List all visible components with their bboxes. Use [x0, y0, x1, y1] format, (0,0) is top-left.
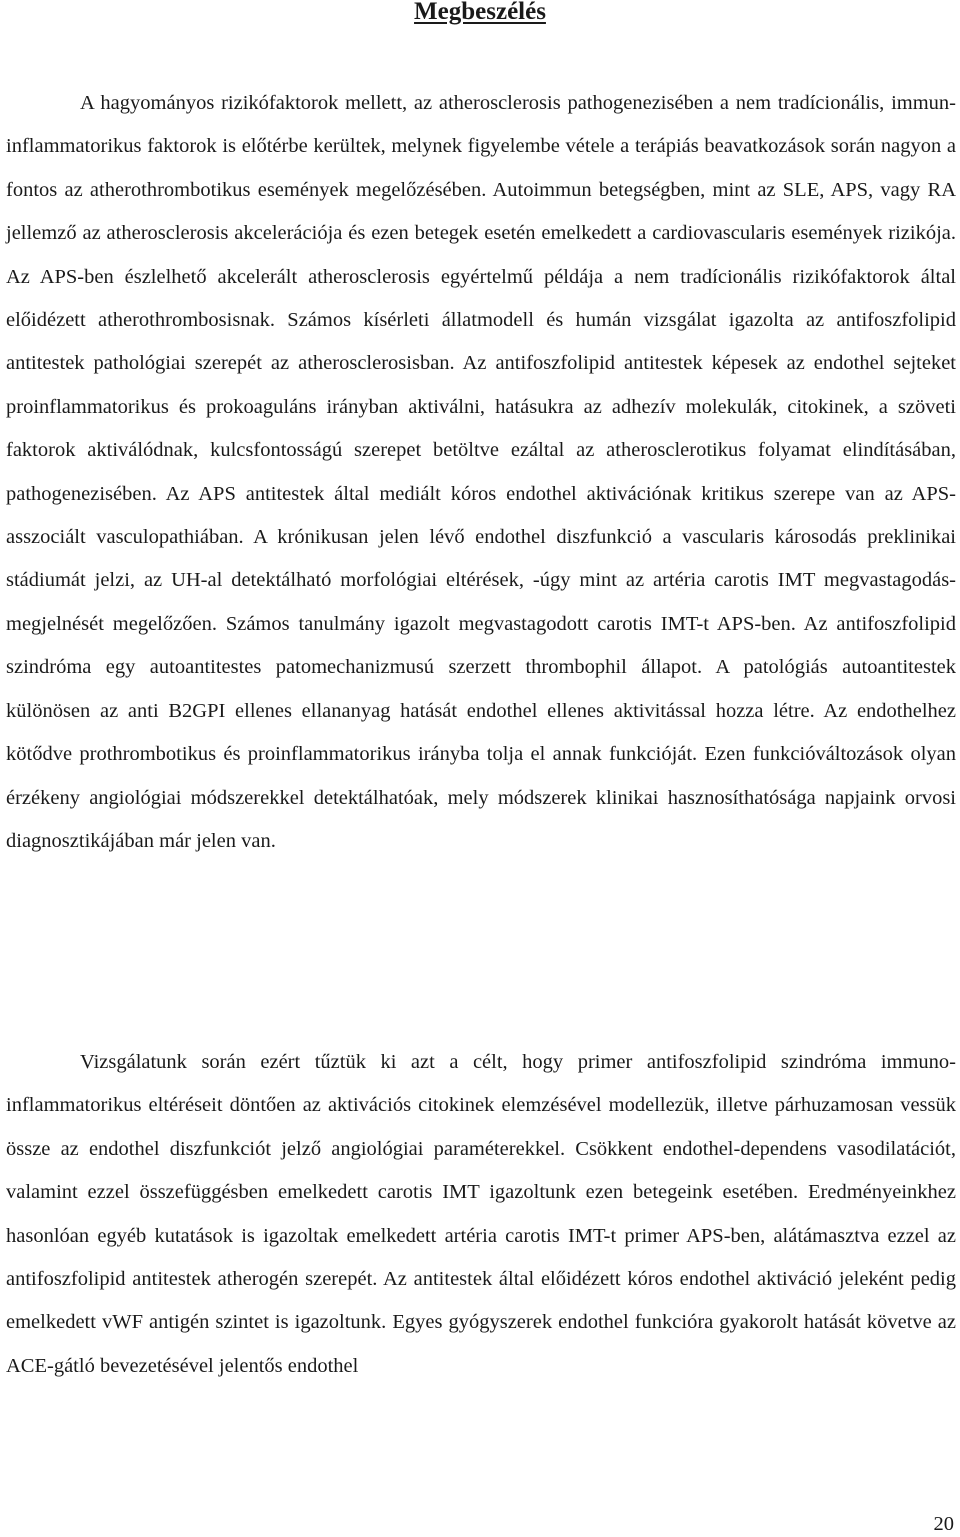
body-paragraph-1: A hagyományos rizikófaktorok mellett, az atherosclerosis pathogenezisében a nem tradícionális, immun-inflammatorikus faktorok is előtérbe kerültek, melynek figyelembe vétele a terápiás beavatkozások során nagyon a fontos az atherothrombotikus események megelőzésében. Autoimmun betegségben, mint az SLE, APS, vagy RA jellemző az atherosclerosis akcelerációja és ezen betegek esetén emelkedett a cardiovascularis események rizikója. Az APS-ben észlelhető akcelerált atherosclerosis egyértelmű példája a nem tradícionális rizikófaktorok által előidézett atherothrombosisnak. Számos kísérleti állatmodell és humán vizsgálat igazolta az antifoszfolipid antitestek pathológiai szerepét az atherosclerosisban. Az antifoszfolipid antitestek képesek az endothel sejteket proinflammatorikus és prokoaguláns irányban aktiválni, hatásukra az adhezív molekulák, citokinek, a szöveti faktorok aktiválódnak, kulcsfontosságú szerepet betöltve ezáltal az atherosclerotikus folyamat elindításában, pathogenezisében. Az APS antitestek által mediált kóros endothel aktivációnak kritikus szerepe van az APS-asszociált vasculopathiában. A krónikusan jelen lévő endothel diszfunkció a vascularis károsodás preklinikai stádiumát jelzi, az UH-al detektálható morfológiai eltérések, -úgy mint az artéria carotis IMT megvastagodás-megjelnését megelőzően. Számos tanulmány igazolt megvastagodott carotis IMT-t APS-ben. Az antifoszfolipid szindróma egy autoantitestes patomechanizmusú szerzett thrombophil állapot. A patológiás autoantitestek különösen az anti B2GPI ellenes ellananyag hatását endothel ellenes aktivitással hozza létre. Az endothelhez kötődve prothrombotikus és proinflammatorikus irányba tolja el annak funkcióját. Ezen funkcióváltozások olyan érzékeny angiológiai módszerekkel detektálhatóak, mely módszerek klinikai hasznosíthatósága napjaink orvosi diagnosztikájában már jelen van.	[6, 92, 956, 852]
body-paragraph-2: Vizsgálatunk során ezért tűztük ki azt a célt, hogy primer antifoszfolipid szindróma immuno-inflammatorikus eltéréseit döntően az aktivációs citokinek elemzésével modellezük, illetve párhuzamosan vessük össze az endothel diszfunkciót jelző angiológiai paraméterekkel. Csökkent endothel-dependens vasodilatációt, valamint ezzel összefüggésben emelkedett carotis IMT igazoltunk ezen betegeink esetében. Eredményeinkhez hasonlóan egyéb kutatások is igazoltak emelkedett artéria carotis IMT-t primer APS-ben, alátámasztva ezzel az antifoszfolipid antitestek atherogén szerepét. Az antitestek által előidézett kóros endothel aktiváció jeleként pedig emelkedett vWF antigén szintet is igazoltunk. Egyes gyógyszerek endothel funkcióra gyakorolt hatását követve az ACE-gátló bevezetésével jelentős endothel	[6, 1051, 956, 1377]
page-number: 20	[933, 1513, 954, 1535]
page-title: Megbeszélés	[414, 0, 546, 25]
